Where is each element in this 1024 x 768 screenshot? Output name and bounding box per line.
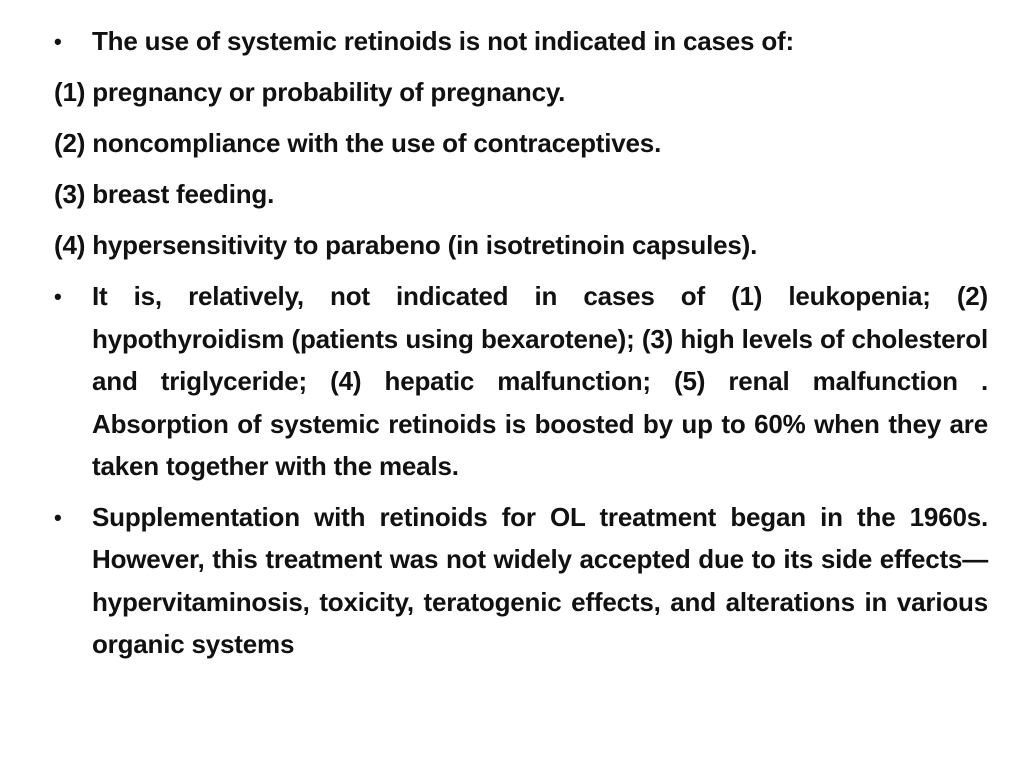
numbered-item-4: (4) hypersensitivity to parabeno (in isotretinoin capsules). (54, 230, 758, 260)
bullet-marker: • (54, 504, 62, 530)
bullet-marker: • (54, 284, 62, 309)
numbered-item-3: (3) breast feeding. (54, 179, 275, 209)
bullet-supplementation (54, 496, 988, 666)
bullet-intro (54, 20, 988, 63)
relative-text: It is, relatively, not indicated in cases of (1) leukopenia; (2) hypothyroidism (patients using bexarotene); (3) high levels of cholesterol and triglyceride; (4) hepatic malfunction; (5) renal malfunction . Absorption of systemic retinoids is boosted by up to 60% when they are taken together with the meals. (92, 281, 988, 481)
numbered-item-1: (1) pregnancy or probability of pregnancy. (54, 77, 566, 107)
numbered-item-2: (2) noncompliance with the use of contraceptives. (54, 128, 662, 158)
bullet-marker: • (54, 29, 62, 54)
bullet-relative-contraindications (54, 275, 988, 488)
intro-text: The use of systemic retinoids is not indicated in cases of: (92, 26, 794, 56)
supplementation-text: Supplementation with retinoids for OL treatment began in the 1960s. However, this treatment was not widely accepted due to its side effects—hypervitaminosis, toxicity, teratogenic effects, and alterations in various organic systems (92, 501, 988, 659)
